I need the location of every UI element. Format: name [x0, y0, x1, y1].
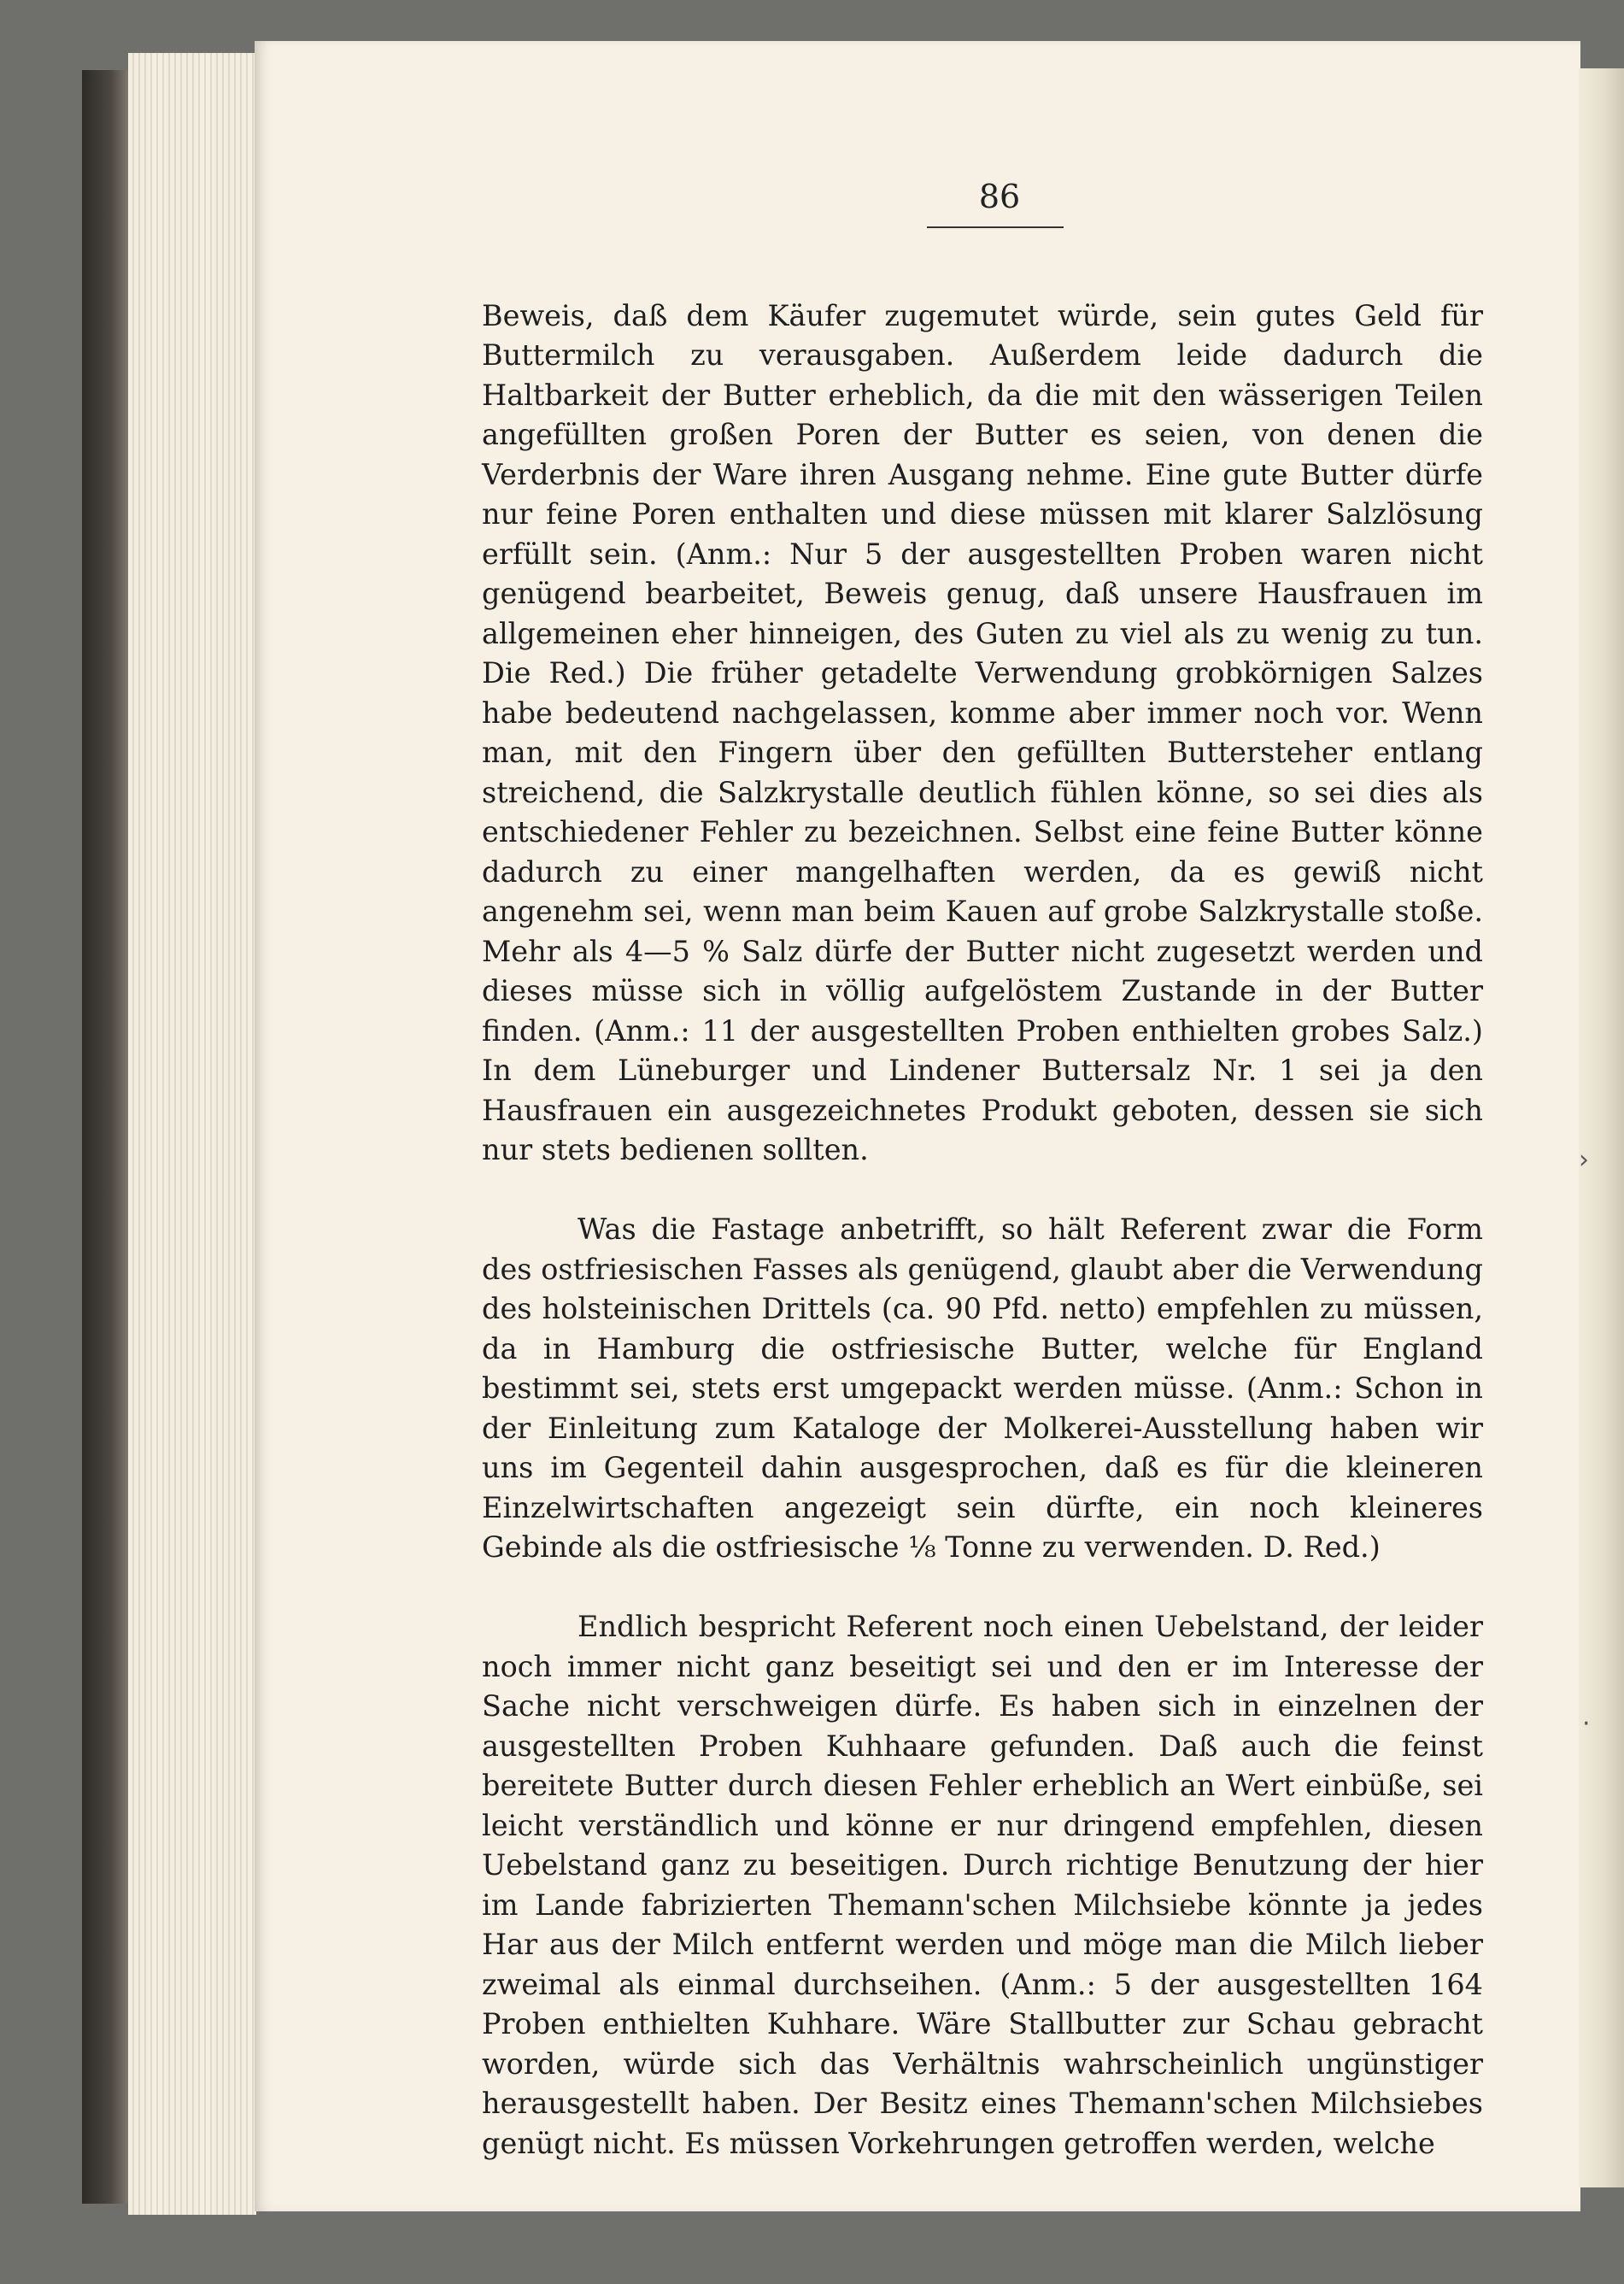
book-spine-edge [82, 70, 133, 2204]
paragraph-1: Beweis, daß dem Käufer zugemutet würde, sein gutes Geld für Buttermilch zu verausgaben. Außerdem leide dadurch die Haltbarkeit der Butter erheblich, da die mit den wässerigen Teilen angefüllten großen Poren der Butter es seien, von denen die Verderbnis der Ware ihren Ausgang nehme. Eine gute Butter dürfe nur feine Poren enthalten und diese müssen mit klarer Salzlösung erfüllt sein. (Anm.: Nur 5 der ausgestellten Proben waren nicht genügend bearbeitet, Beweis genug, daß unsere Hausfrauen im allgemeinen eher hinneigen, des Guten zu viel als zu wenig zu tun. Die Red.) Die früher getadelte Verwendung grobkörnigen Salzes habe bedeutend nachgelassen, komme aber immer noch vor. Wenn man, mit den Fingern über den gefüllten Buttersteher entlang streichend, die Salzkrystalle deutlich fühlen könne, so sei dies als entschiedener Fehler zu bezeichnen. Selbst eine feine Butter könne dadurch zu einer mangelhaften werden, da es gewiß nicht angenehm sei, wenn man beim Kauen auf grobe Salzkrystalle stoße. Mehr als 4—5 % Salz dürfe der Butter nicht zugesetzt werden und dieses müsse sich in völlig aufgelöstem Zustande in der Butter finden. (Anm.: 11 der ausgestellten Proben enthielten grobes Salz.) In dem Lüneburger und Lindener Buttersalz Nr. 1 sei ja den Hausfrauen ein ausgezeichnetes Produkt geboten, dessen sie sich nur stets bedienen sollten. [482, 298, 1483, 1166]
page-number: 86 [978, 178, 1021, 215]
page-stack-edges [128, 53, 256, 2215]
paragraph-3: Endlich bespricht Referent noch einen Uebelstand, der leider noch immer nicht ganz beseitigt sei und den er im Interesse der Sache nicht verschweigen dürfe. Es haben sich in einzelnen der ausgestellten Proben Kuhhaare gefunden. Daß auch die feinst bereitete Butter durch diesen Fehler erheblich an Wert einbüße, sei leicht verständlich und könne er nur dringend empfehlen, diesen Uebelstand ganz zu beseitigen. Durch richtige Benutzung der hier im Lande fabrizierten Themann'schen Milchsiebe könnte ja jedes Har aus der Milch entfernt werden und möge man die Milch lieber zweimal als einmal durchseihen. (Anm.: 5 der ausgestellten 164 Proben enthielten Kuhhare. Wäre Stallbutter zur Schau gebracht worden, würde sich das Verhältnis wahrscheinlich ungünstiger herausgestellt haben. Der Besitz eines Themann'schen Milchsiebes genügt nicht. Es müssen Vorkehrungen getroffen werden, welche [482, 1610, 1483, 2160]
page-number-rule [927, 226, 1064, 228]
margin-tick-mark: › [1579, 1145, 1589, 1175]
facing-page-edge [1579, 68, 1624, 2187]
paragraph-2: Was die Fastage anbetrifft, so hält Referent zwar die Form des ostfriesischen Fasses als genügend, glaubt aber die Verwendung des holsteinischen Drittels (ca. 90 Pfd. netto) empfehlen zu müssen, da in Hamburg die ostfriesische Butter, welche für England bestimmt sei, stets erst umgepackt werden müsse. (Anm.: Schon in der Einleitung zum Kataloge der Molkerei-Ausstellung haben wir uns im Gegenteil dahin ausgesprochen, daß es für die kleineren Einzelwirtschaften angezeigt sein dürfte, ein noch kleineres Gebinde als die ostfriesische ⅛ Tonne zu verwenden. D. Red.) [482, 1212, 1483, 1564]
body-text [482, 256, 1483, 2204]
margin-tick-mark: · [1582, 1709, 1591, 1739]
